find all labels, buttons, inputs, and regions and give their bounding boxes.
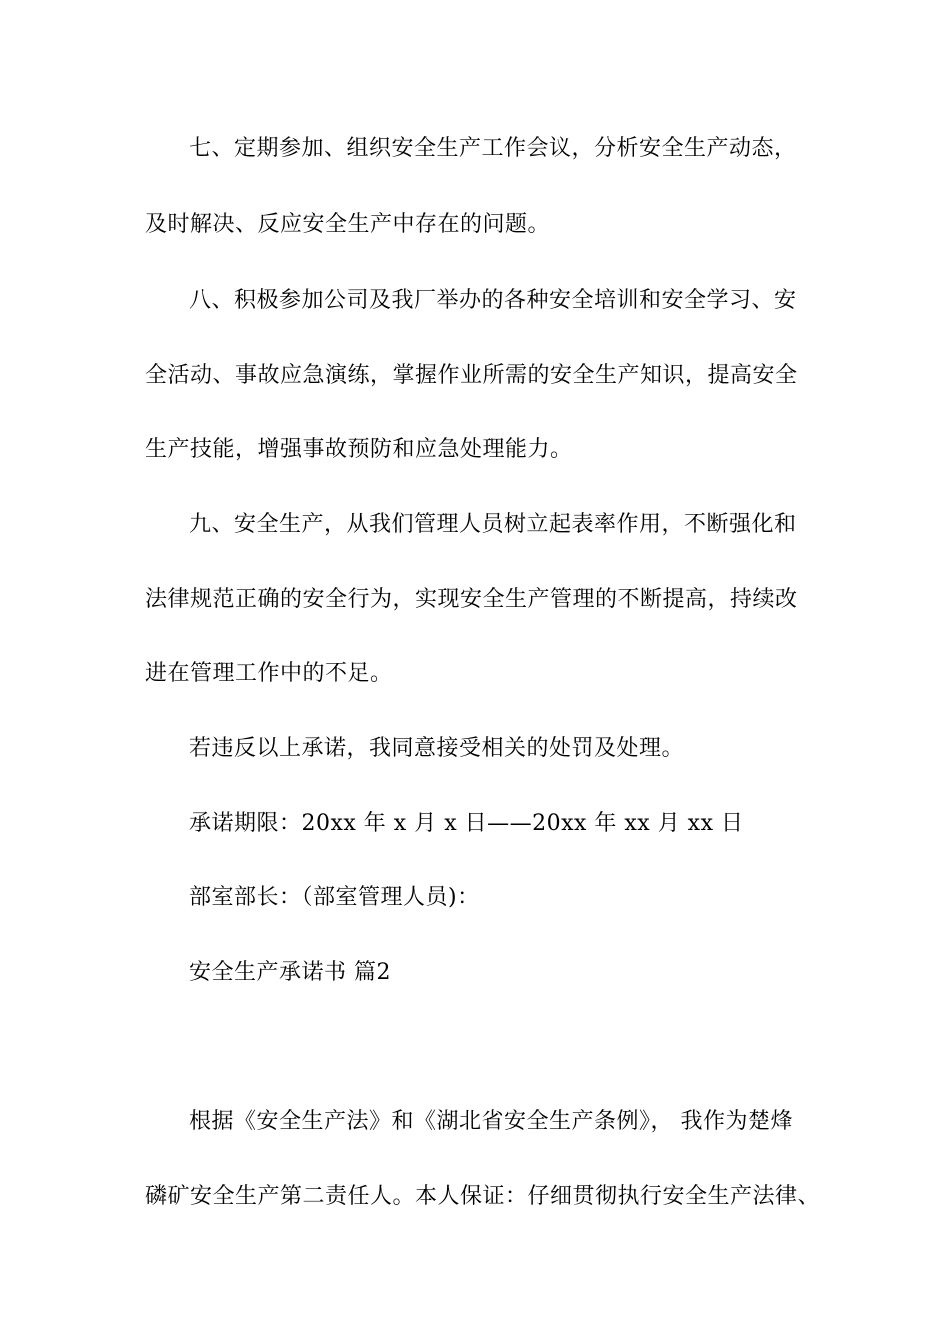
- paragraph-9-line-3: 进在管理工作中的不足。: [145, 661, 393, 686]
- paragraph-8-line-1: 八、积极参加公司及我厂举办的各种安全培训和安全学习、安: [189, 288, 797, 313]
- paragraph-7-line-1: 七、定期参加、组织安全生产工作会议，分析安全生产动态，: [189, 136, 797, 161]
- paragraph-8-line-3: 生产技能，增强事故预防和应急处理能力。: [145, 437, 573, 462]
- department-head-signature-line: 部室部长：（部室管理人员)：: [189, 885, 480, 910]
- section-heading: 安全生产承诺书 篇2: [189, 960, 391, 985]
- paragraph-intro-line-1: 根据《安全生产法》和《湖北省安全生产条例》， 我作为楚烽: [189, 1109, 793, 1134]
- paragraph-intro-line-2: 磷矿安全生产第二责任人。本人保证：仔细贯彻执行安全生产法律、: [145, 1184, 821, 1209]
- paragraph-8-line-2: 全活动、事故应急演练，掌握作业所需的安全生产知识，提高安全: [145, 363, 798, 388]
- commitment-period: 承诺期限：20xx 年 x 月 x 日——20xx 年 xx 月 xx 日: [189, 811, 744, 836]
- paragraph-9-line-1: 九、安全生产，从我们管理人员树立起表率作用，不断强化和: [189, 512, 797, 537]
- paragraph-9-line-2: 法律规范正确的安全行为，实现安全生产管理的不断提高，持续改: [145, 587, 798, 612]
- paragraph-7-line-2: 及时解决、反应安全生产中存在的问题。: [145, 212, 551, 237]
- violation-statement: 若违反以上承诺，我同意接受相关的处罚及处理。: [189, 736, 685, 761]
